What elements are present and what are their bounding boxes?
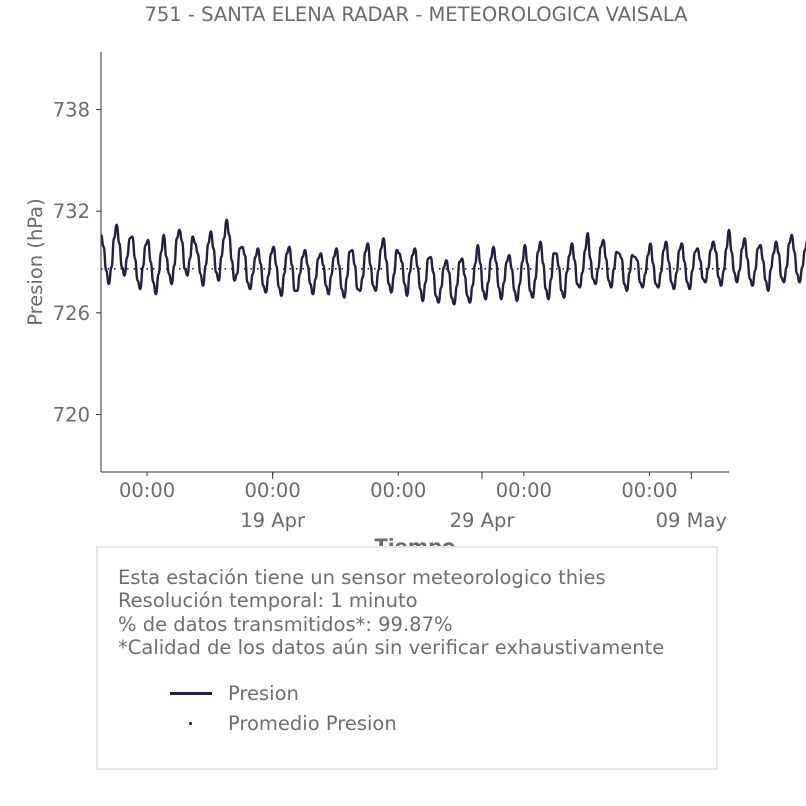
y-tick-label: 738 xyxy=(52,98,90,122)
pressure-series-line xyxy=(101,220,806,305)
info-quality-line: *Calidad de los datos aún sin verificar exhaustivamente xyxy=(118,635,665,659)
x-major-tick-label: 09 May xyxy=(655,509,727,532)
y-axis-ticks xyxy=(53,99,101,427)
x-axis-ticks xyxy=(119,472,727,532)
info-legend-box xyxy=(96,546,718,770)
x-minor-tick-label: 00:00 xyxy=(621,479,678,502)
legend-item-presion xyxy=(168,682,299,704)
y-tick-label: 726 xyxy=(52,301,90,325)
legend-item-promedio xyxy=(168,712,397,734)
station-info xyxy=(118,566,664,659)
x-major-tick-label: 19 Apr xyxy=(240,509,306,532)
info-resolution-line: Resolución temporal: 1 minuto xyxy=(118,589,418,613)
info-sensor-line: Esta estación tiene un sensor meteorologico thies xyxy=(118,566,606,589)
x-minor-tick-label: 00:00 xyxy=(118,479,176,502)
x-minor-tick-label: 00:00 xyxy=(370,479,427,502)
axes xyxy=(101,52,729,472)
legend-label-presion: Presion xyxy=(228,681,299,705)
x-minor-tick-label: 00:00 xyxy=(495,479,552,502)
chart-title: 751 - SANTA ELENA RADAR - METEOROLOGICA VAISALA xyxy=(144,3,688,26)
series-group xyxy=(101,220,806,305)
legend-line-swatch xyxy=(168,682,214,704)
info-transmitted-line: % de datos transmitidos*: 99.87% xyxy=(118,612,453,636)
legend-label-promedio: Promedio Presion xyxy=(228,711,397,735)
y-tick-label: 720 xyxy=(52,403,90,427)
x-major-tick-label: 29 Apr xyxy=(449,509,515,532)
y-axis-label: Presion (hPa) xyxy=(24,198,47,326)
x-minor-tick-label: 00:00 xyxy=(244,479,301,502)
y-tick-label: 732 xyxy=(52,200,90,224)
legend-dot-swatch xyxy=(168,712,214,734)
